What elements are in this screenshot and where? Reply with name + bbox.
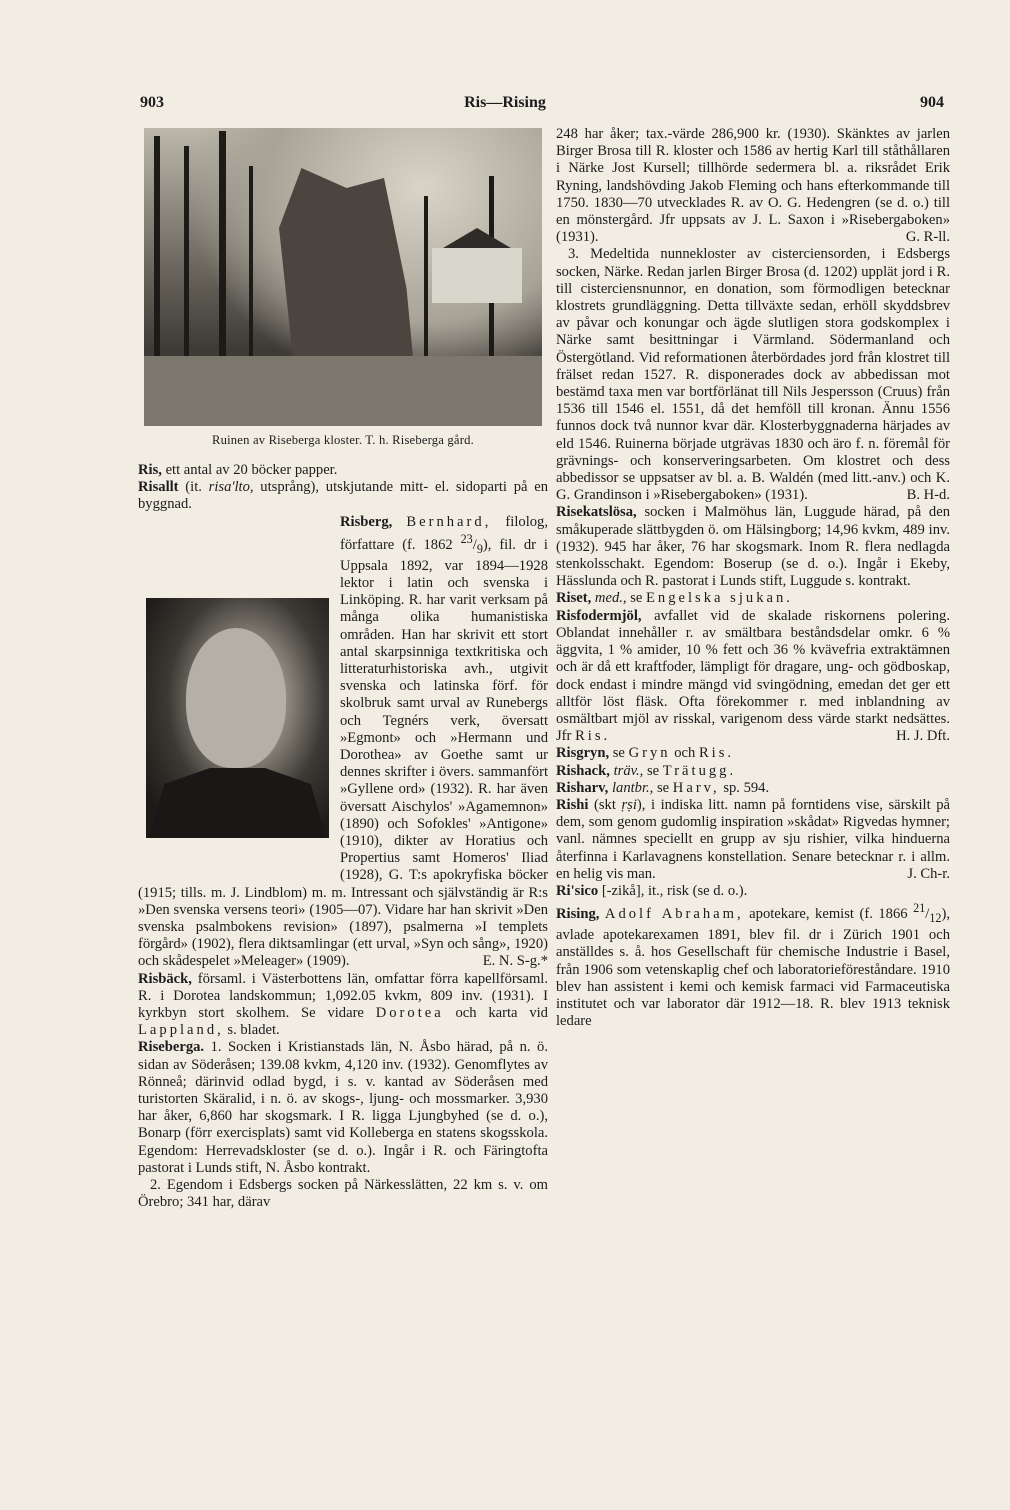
entry-paragraph: Rishack, träv., se Trätugg. (556, 762, 737, 779)
entry-paragraph: Risgryn, se Gryn och Ris. (556, 745, 735, 762)
entry-paragraph: Rishi (skt ṛṣi), i indiska litt. namn på forntidens vise, särskilt på dem, som genom gudomlig inspiration »skådat» Rigvedas hymner; vanl. nämnes speciellt en grupp av sju rishier, vilka hinduerna återfinna i Karlavagnens konstellation. Senare betecknar r. i allm. en helig vis man. J. Ch-r. (556, 796, 950, 882)
page-number-right: 904 (920, 94, 944, 111)
ruin-photo-caption: Ruinen av Riseberga kloster. T. h. Riseberga gård. (212, 433, 474, 447)
left-column (138, 462, 548, 1212)
entry-paragraph: Risallt (it. risa'lto, utsprång), utskjutande mitt- el. sidoparti på en byggnad. (138, 479, 548, 513)
running-head: Ris—Rising (464, 94, 546, 111)
ruin-photo (144, 128, 542, 426)
entry-paragraph: Ris, ett antal av 20 böcker papper. (138, 462, 338, 478)
entry-paragraph: Riseberga. 1. Socken i Kristianstads län, N. Åsbo härad, på n. ö. sidan av Söderåsen; 139.08 kvkm, 4,120 inv. (1932). Genomflytes av Rönneå; därinvid odlad bygd, i s. v. kantad av Söderåsen med turistorten Skäralid, i n. ö. av skogs-, ljung- och mossmarker. 3,930 har åker, 6,860 har skogsmark. I R. ligga Ljungbyhed (se d. o.), Bonarp (förr exercisplats) samt vid Kolleberga en statens skogsskola. Egendom: Herrevadskloster (se d. o.). Ingår i R. och Färingtofta pastorat i Lunds stift, N. Åsbo kontrakt. (138, 1039, 548, 1176)
entry-paragraph: Risbäck, församl. i Västerbottens län, omfattar förra kapellförsaml. R. i Dorotea landskommun; 1,092.05 kvkm, 809 inv. (1931). I kyrkbyn stort skolhem. Se vidare Dorotea och karta vid Lappland, s. bladet. (138, 970, 548, 1039)
entry-paragraph: 248 har åker; tax.-värde 286,900 kr. (1930). Skänktes av jarlen Birger Brosa till R. kloster och 1586 av hertig Karl till ståthållaren i Närke Jost Kursell; tillhörde sedermera bl. a. riksrådet Erik Ryning, landshövding Jakob Fleming och hans efterkommande till 1750. 1830—70 utvecklades R. av O. G. Hedengren (se d. o.) till en mönstergård. Jfr uppsats av J. L. Saxon i »Risebergaboken» (1931). G. R-ll. (556, 126, 950, 246)
entry-paragraph (138, 514, 548, 971)
entry-paragraph: Ri'sico [-zikå], it., risk (se d. o.). (556, 882, 748, 899)
portrait-spacer (138, 636, 334, 881)
entry-paragraph: Riset, med., se Engelska sjukan. (556, 590, 793, 607)
entry-text: Risberg, Bernhard, filolog, författare (f. 1862 $^{23}/_9$), fil. dr i Uppsala 1892, var 1894—1928 lektor i latin och svenska i Linköping. R. har varit verksam på många olika humanistiska områden. Han har skrivit ett stort antal skarpsinniga textkritiska och litteraturhistoriska avh., utgivit svenska och latinska förf. för skolbruk samt urval av Runebergs och Tegnérs verk, översatt »Egmont» och »Hermann und Dorothea» av Goethe samt ur dennes skrifter i övers. sammanfört »Gyllene ord» (1932). R. har även översatt Aischylos' »Agamemnon» (1890) och Sofokles' »Antigone» (1910), dikter av Horatius och Propertius samt Homeros' Iliad (1928), G. T:s apokryfiska böcker (1915; tills. m. J. Lindblom) m. m. Intressant och självständig är R:s »Den svenska versens teori» (1905—07). Vidare har han skrivit »Den svenska psalmbokens revision» (1897), psalmerna »I templets förgård» (1902), flera diktsamlingar (ett urval, »Syn och sång», 1920) och skådespelet »Meleager» (1909). E. N. S-g.* (138, 513, 548, 970)
right-column (556, 126, 950, 1030)
entry-paragraph: 3. Medeltida nunnekloster av cisterciensorden, i Edsbergs socken, Närke. Redan jarlen Birger Brosa (d. 1202) upplät jord i R. till cisterciensnunnor, en donation, som förmodligen betecknar klostrets grundläggning. Detta tillväxte sedan, erhöll skyddsbrev av påvar och konungar och ägde slutligen stora godskomplex i Närke samt besittningar i Värmland. Södermanland och Östergötland. Vid reformationen återbördades jord från klostret till frälset redan 1527. R. disponerades dock av abbedissan mot bestämd taxa men var bortförlänat till Nils Jespersson (Cruus) från 1536 till 1546 el. 1551, då det hemföll till kronan. Ännu 1556 funnos dock två nunnor kvar där. Klosterbyggnaderna härjades av eld 1546. Ruinerna började utgrävas 1830 och äro f. n. föremål för grävnings- och konserveringsarbeten. Om klostret och dess abbedissor se uppsatser av bl. a. B. Waldén (med litt.-anv.) och K. G. Grandinson i »Risebergaboken» (1931). B. H-d. (556, 246, 950, 504)
page-number-left: 903 (140, 94, 164, 111)
entry-paragraph: Risfodermjöl, avfallet vid de skalade riskornens polering. Oblandat innehåller r. av smältbara beståndsdelar omkr. 6 % äggvita, 1 % amider, 10 % fett och 36 % kvävefria extraktämnen och är då ett kraftfoder, lämpligt för dragare, ung- och gödboskap, dock endast i mindre mängd vid svingödning, emedan det ger ett alltför löst fläsk. Ofta förekommer r. med inblandning av osmältbart mjöl av risskal, varigenom dess värde starkt nedsättes. Jfr Ris. H. J. Dft. (556, 607, 950, 745)
entry-paragraph: Risharv, lantbr., se Harv, sp. 594. (556, 779, 770, 796)
entry-paragraph: Rising, Adolf Abraham, apotekare, kemist (f. 1866 $^{21}/_{12}$), avlade apotekarexamen 1891, blev fil. dr i Zürich 1901 och anställdes s. å. hos Gesellschaft für chemische Industrie i Basel, från 1906 som vetenskaplig chef och laboratorieföreståndare. 1910 blev han assistent i kemi och kemisk farmaci vid Farmaceutiska institutet och var laborator där 1912—18. R. blev 1913 teknisk ledare (556, 901, 950, 1030)
entry-paragraph: Risekatslösa, socken i Malmöhus län, Luggude härad, på den småkuperade slättbygden ö. om Hälsingborg; 14,96 kvkm, 489 inv. (1932). 945 har åker, 76 har skogsmark. Inom R. flera nedlagda stenkolsschakt. Egendom: Boserup (se d. o.). Ingår i Ekeby, Hässlunda och R. pastorat i Lunds stift, Luggude s. kontrakt. (556, 504, 950, 590)
entry-paragraph: 2. Egendom i Edsbergs socken på Närkesslätten, 22 km s. v. om Örebro; 341 har, därav (138, 1177, 548, 1211)
